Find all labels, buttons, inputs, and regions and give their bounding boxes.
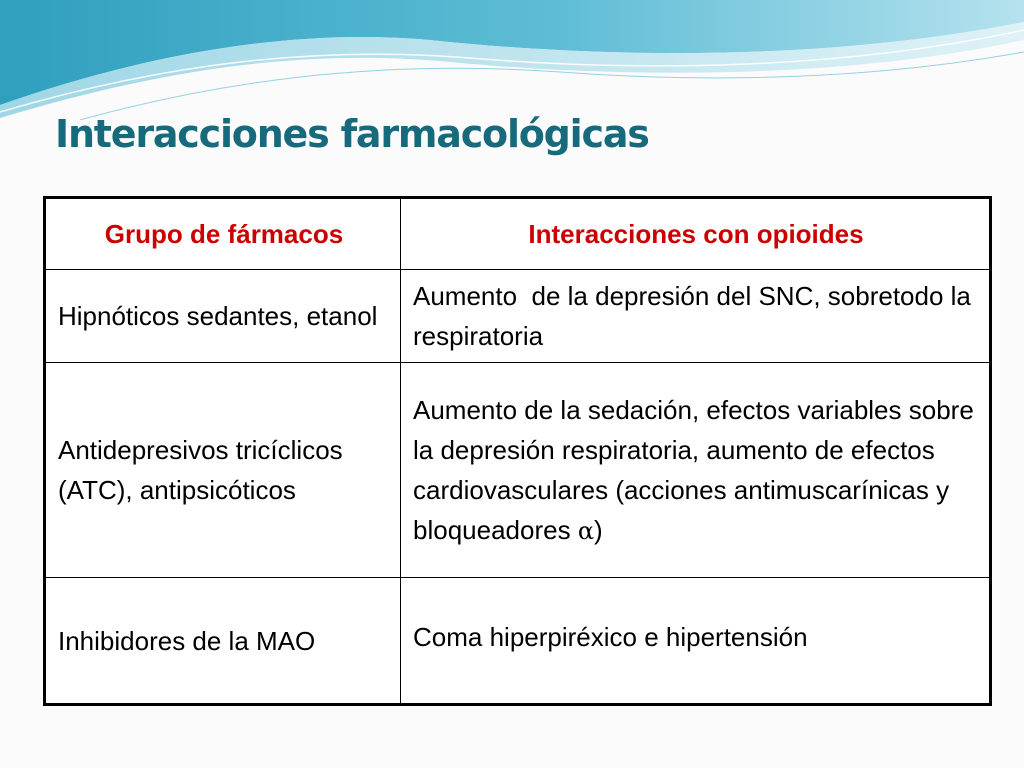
decorative-wave-banner	[0, 0, 1024, 120]
interaction-cell	[401, 363, 991, 578]
table-row	[45, 578, 991, 705]
header-opioid-interactions: Interacciones con opioides	[401, 198, 991, 270]
header-drug-group: Grupo de fármacos	[45, 198, 401, 270]
alpha-symbol: α	[577, 516, 595, 545]
drug-interaction-table	[43, 196, 992, 706]
table-header-row	[45, 198, 991, 270]
drug-group-cell: Antidepresivos tricíclicos (ATC), antipsicóticos	[45, 363, 401, 578]
interaction-cell: Aumento de la depresión del SNC, sobretodo la respiratoria	[401, 270, 991, 363]
interaction-cell: Coma hiperpiréxico e hipertensión	[401, 578, 991, 705]
interaction-text-end: )	[594, 514, 603, 545]
drug-group-cell: Hipnóticos sedantes, etanol	[45, 270, 401, 363]
interaction-text: Aumento de la sedación, efectos variables sobre la depresión respiratoria, aumento de efectos cardiovasculares (acciones antimuscarínicas y bloqueadores	[413, 394, 982, 545]
slide-title: Interacciones farmacológicas	[55, 112, 649, 156]
table-row	[45, 270, 991, 363]
drug-group-cell: Inhibidores de la MAO	[45, 578, 401, 705]
table-row	[45, 363, 991, 578]
